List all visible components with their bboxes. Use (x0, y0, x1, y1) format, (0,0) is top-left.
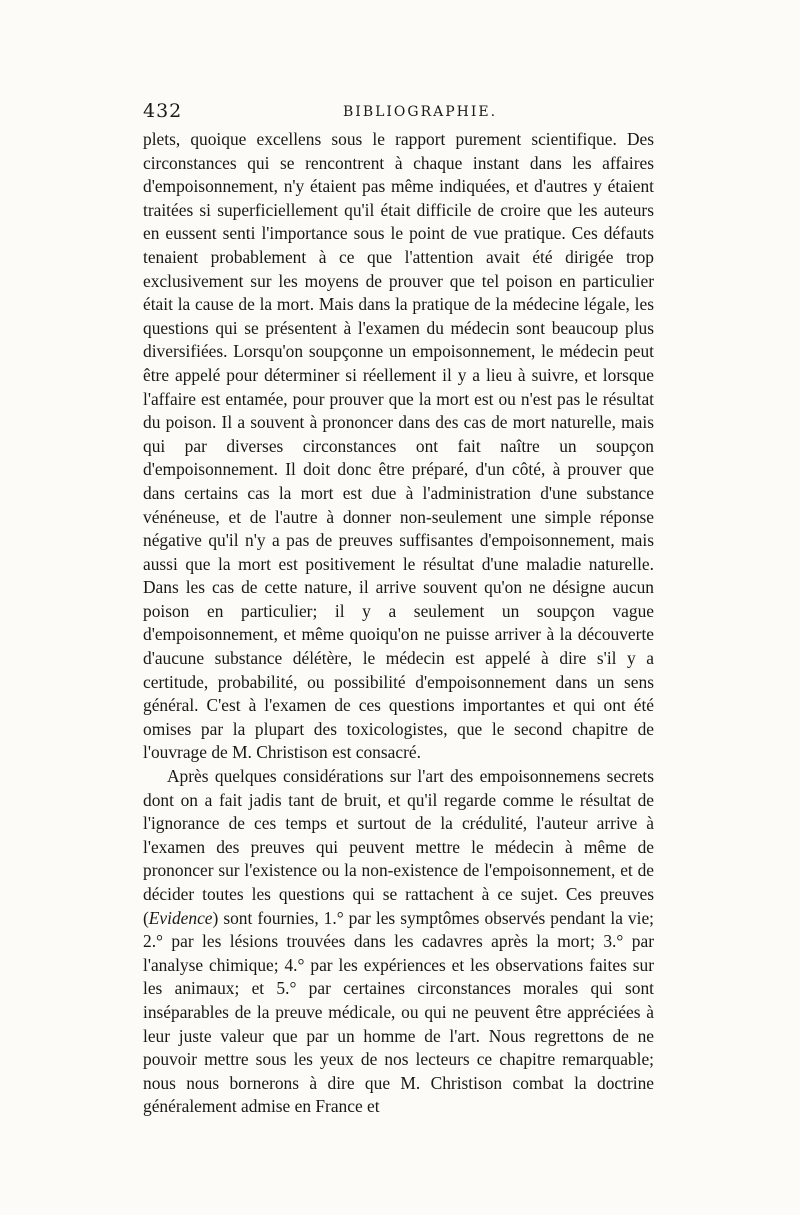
paragraph-2 (143, 765, 654, 1119)
paragraph-1 (143, 128, 654, 765)
running-title: BIBLIOGRAPHIE. (343, 104, 498, 120)
page-number: 432 (143, 100, 183, 122)
paragraph-2-emphasis: Evidence (148, 907, 213, 928)
paragraph-2-text-start: Après quelques considérations sur l'art des empoisonnemens secrets dont on a fait jadis tant de bruit, et qu'il regarde comme le résultat de l'ignorance de ces temps et surtout de la crédulité, l'auteur arrive à l'examen des preuves qui peuvent mettre le médecin à même de prononcer sur l'existence ou la non-existence de l'empoisonnement, et de décider toutes les questions qui se rattachent à ce sujet. Ces preuves ( (143, 766, 654, 928)
page-header (143, 100, 653, 126)
paragraph-1-text: plets, quoique excellens sous le rapport purement scientifique. Des circonstances qui se rencontrent à chaque instant dans les affaires d'empoisonnement, n'y étaient pas même indiquées, et d'autres y étaient traitées si superficiellement qu'il était difficile de croire que les auteurs en eussent senti l'importance sous le point de vue pratique. Ces défauts tenaient probablement à ce que l'attention avait été dirigée trop exclusivement sur les moyens de prouver que tel poison en particulier était la cause de la mort. Mais dans la pratique de la médecine légale, les questions qui se présentent à l'examen du médecin sont beaucoup plus diversifiées. Lorsqu'on soupçonne un empoisonnement, le médecin peut être appelé pour déterminer si réellement il y a lieu à suivre, et lorsque l'affaire est entamée, pour prouver que la mort est ou n'est pas le résultat du poison. Il a souvent à prononcer dans des cas de mort naturelle, mais qui par diverses circonstances ont fait naître un soupçon d'empoisonnement. Il doit donc être préparé, d'un côté, à prouver que dans certains cas la mort est due à l'administration d'une substance vénéneuse, et de l'autre à donner non-seulement une simple réponse négative qu'il n'y a pas de preuves suffisantes d'empoisonnement, mais aussi que la mort est positivement le résultat d'une maladie naturelle. Dans les cas de cette nature, il arrive souvent qu'on ne désigne aucun poison en particulier; il y a seulement un soupçon vague d'empoisonnement, et même quoiqu'on ne puisse arriver à la découverte d'aucune substance délétère, le médecin est appelé à dire s'il y a certitude, probabilité, ou possibilité d'empoisonnement dans un sens général. C'est à l'examen de ces questions importantes et qui ont été omises par la plupart des toxicologistes, que le second chapitre de l'ouvrage de M. Christison est consacré. (143, 129, 654, 763)
body-text (143, 128, 654, 1119)
paragraph-2-text-end: ) sont fournies, 1.° par les symptômes observés pendant la vie; 2.° par les lésions trouvées dans les cadavres après la mort; 3.° par l'analyse chimique; 4.° par les expériences et les observations faites sur les animaux; et 5.° par certaines circonstances morales qui sont inséparables de la preuve médicale, ou qui ne peuvent être appréciées à leur juste valeur que par un homme de l'art. Nous regrettons de ne pouvoir mettre sous les yeux de nos lecteurs ce chapitre remarquable; nous nous bornerons à dire que M. Christison combat la doctrine généralement admise en France et (143, 907, 654, 1117)
